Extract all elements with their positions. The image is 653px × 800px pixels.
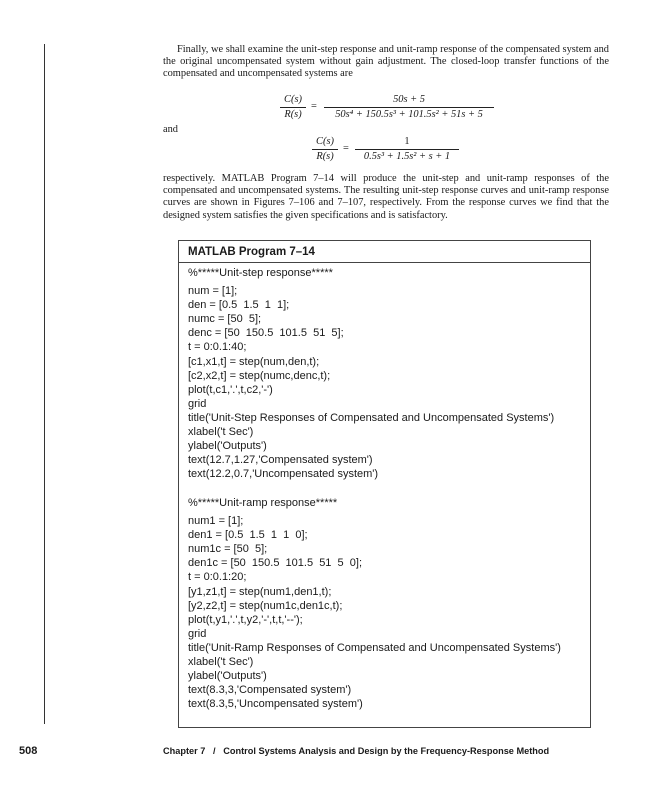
code-line: grid [188,397,207,410]
eq2-rhs-bar [355,149,459,150]
running-footer: Chapter 7 / Control Systems Analysis and Design by the Frequency-Response Method [163,746,550,756]
word-and: and [163,124,179,135]
eq1-rhs-numerator: 50s + 5 [393,94,425,105]
code-line: grid [188,627,207,640]
code-line: ylabel('Outputs') [188,670,267,683]
code-line: num1 = [1]; [188,515,244,528]
paragraph-intro: Finally, we shall examine the unit-step response and unit-ramp response of the compensated system and the original uncompensated system without gain adjustment. The closed-loop transfer functions of the compensated and uncompensated systems are [163,44,609,80]
eq1-equals: = [311,101,317,112]
code-line: [c1,x1,t] = step(num,den,t); [188,355,320,368]
code-line: [c2,x2,t] = step(numc,denc,t); [188,369,331,382]
eq2-rhs-numerator: 1 [404,136,410,147]
code-line: %*****Unit-ramp response***** [188,497,338,509]
margin-rule [44,44,45,724]
code-line: num1c = [50 5]; [188,543,268,556]
code-line: plot(t,c1,'.',t,c2,'-') [188,383,273,396]
matlab-program-box [178,240,591,728]
eq2-equals: = [343,143,349,154]
eq1-lhs-numerator: C(s) [284,94,302,105]
code-line: plot(t,y1,'.',t,y2,'-',t,t,'--'); [188,613,303,626]
eq2-lhs-bar [312,149,338,150]
page-number: 508 [19,745,38,757]
code-line: den = [0.5 1.5 1 1]; [188,299,290,312]
code-line: den1c = [50 150.5 101.5 51 5 0]; [188,557,362,570]
code-line: %*****Unit-step response***** [188,267,333,279]
code-line: t = 0:0.1:40; [188,341,247,354]
code-line: num = [1]; [188,285,238,298]
code-line: text(8.3,3,'Compensated system') [188,684,352,697]
code-line: ylabel('Outputs') [188,440,267,453]
code-line: text(8.3,5,'Uncompensated system') [188,698,363,711]
code-line: title('Unit-Step Responses of Compensated and Uncompensated Systems') [188,411,555,424]
code-line: [y2,z2,t] = step(num1c,den1c,t); [188,599,343,612]
code-line: den1 = [0.5 1.5 1 1 0]; [188,529,308,542]
code-line: text(12.2,0.7,'Uncompensated system') [188,468,379,481]
code-line: [y1,z1,t] = step(num1,den1,t); [188,585,332,598]
paragraph-results: respectively. MATLAB Program 7–14 will produce the unit-step and unit-ramp responses of the compensated and uncompensated systems. The resulting unit-step response curves and unit-ramp response curves are shown in Figures 7–106 and 7–107, respectively. From the response curves we find that the designed system satisfies the given specifications and is satisfactory. [163,173,609,221]
code-line: t = 0:0.1:20; [188,571,247,584]
eq1-rhs-denominator: 50s⁴ + 150.5s³ + 101.5s² + 51s + 5 [335,109,483,120]
code-line: numc = [50 5]; [188,313,262,326]
code-line: xlabel('t Sec') [188,656,254,669]
eq2-rhs-denominator: 0.5s³ + 1.5s² + s + 1 [363,151,451,162]
code-line: xlabel('t Sec') [188,426,254,439]
eq2-lhs-numerator: C(s) [316,136,334,147]
eq2-lhs-denominator: R(s) [316,151,334,162]
code-section-ramp [188,496,561,711]
code-line: denc = [50 150.5 101.5 51 5]; [188,327,344,340]
code-line: text(12.7,1.27,'Compensated system') [188,454,373,467]
eq1-lhs-denominator: R(s) [284,109,302,120]
eq1-lhs-bar [280,107,306,108]
program-title: MATLAB Program 7–14 [179,241,590,263]
code-section-step [188,266,554,481]
eq1-rhs-bar [324,107,494,108]
code-line: title('Unit-Ramp Responses of Compensated and Uncompensated Systems') [188,641,561,654]
